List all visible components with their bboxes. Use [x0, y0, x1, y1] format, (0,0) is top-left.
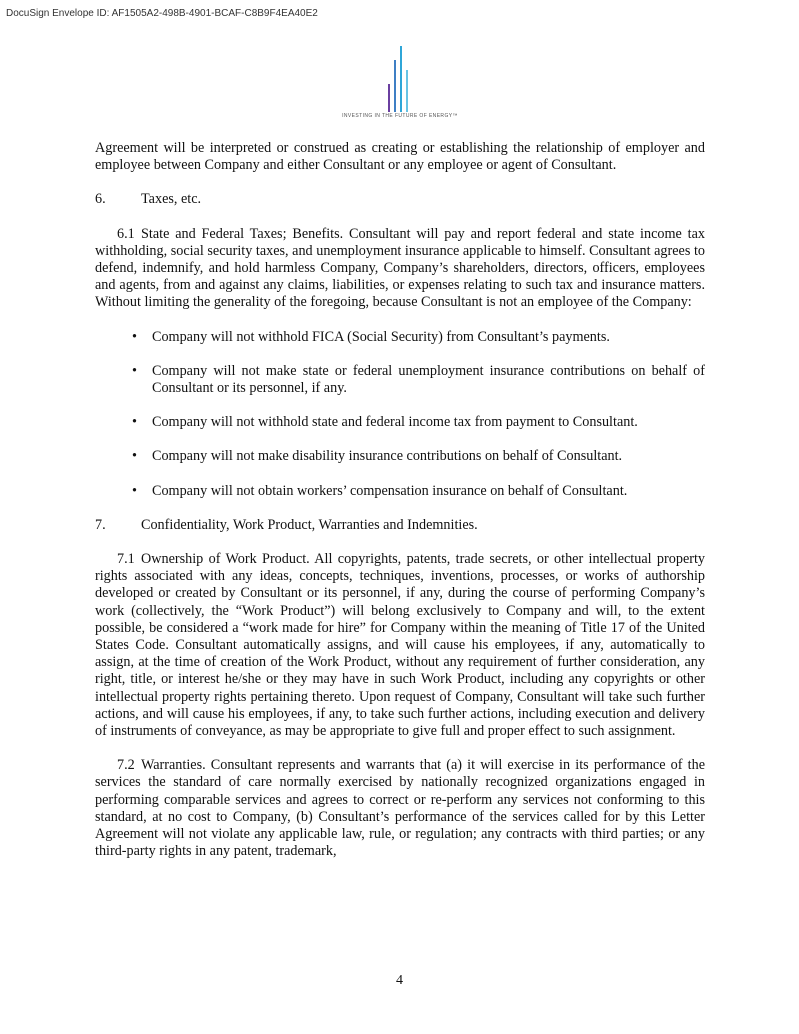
section-6-heading	[95, 191, 705, 208]
list-item-text: Company will not obtain workers’ compensation insurance on behalf of Consultant.	[152, 482, 628, 499]
bullet-icon: •	[132, 448, 137, 465]
docusign-envelope-id: DocuSign Envelope ID: AF1505A2-498B-4901-BCAF-C8B9F4EA40E2	[6, 8, 318, 19]
section-7-title: Confidentiality, Work Product, Warranties and Indemnities.	[141, 516, 478, 533]
section-6-1-paragraph	[95, 226, 705, 312]
section-7-number: 7.	[95, 516, 106, 533]
bullet-icon: •	[132, 414, 137, 431]
intro-paragraph: Agreement will be interpreted or construed as creating or establishing the relationship of employer and employee between Company and either Consultant or any employee or agent of Consultant.	[95, 140, 705, 174]
section-7-1-paragraph	[95, 551, 705, 740]
energy-bars-logo-icon	[380, 40, 420, 112]
section-7-2-paragraph	[95, 757, 705, 860]
list-item	[95, 363, 705, 397]
list-item	[95, 483, 705, 500]
tax-bullet-list	[95, 329, 705, 500]
section-7-2-number: 7.2	[117, 757, 135, 774]
list-item-text: Company will not withhold FICA (Social Security) from Consultant’s payments.	[152, 328, 610, 345]
company-logo	[330, 40, 470, 125]
bullet-icon: •	[132, 362, 137, 379]
bullet-icon: •	[132, 482, 137, 499]
section-7-1-text: Ownership of Work Product. All copyrights, patents, trade secrets, or other intellectual property rights associated with any ideas, concepts, techniques, inventions, processes, or works of authorship developed or created by Consultant or its personnel, if any, during the course of performing Company’s work (collectively, the “Work Product”) will belong exclusively to Company and will, to the extent possible, be considered a “work made for hire” for Company within the meaning of Title 17 of the United States Code. Consultant automatically assigns, and will cause his employees, if any, automatically to assign, at the time of creation of the Work Product, without any requirement of further consideration, any right, title, or interest he/she or they may have in such Work Product, including any copyrights or other intellectual property rights pertaining thereto. Upon request of Company, Consultant will take such further actions, and will cause his employees, if any, to take such further actions, including execution and delivery of instruments of conveyance, as may be appropriate to give full and proper effect to such assignment.	[95, 551, 705, 740]
document-body	[95, 140, 705, 861]
list-item-text: Company will not make disability insurance contributions on behalf of Consultant.	[152, 448, 623, 465]
bullet-icon: •	[132, 328, 137, 345]
list-item	[95, 414, 705, 431]
section-6-1-number: 6.1	[117, 225, 135, 242]
logo-tagline: INVESTING IN THE FUTURE OF ENERGY™	[342, 113, 458, 119]
section-7-2-text: Warranties. Consultant represents and warrants that (a) it will exercise in its performance of the services the standard of care normally exercised by nationally recognized organizations engaged in performing comparable services and agrees to correct or re-perform any services not conforming to this standard, at no cost to Company, (b) Consultant’s performance of the services called for by this Letter Agreement will not violate any applicable law, rule, or regulation; any contracts with third parties; or any third-party rights in any patent, trademark,	[95, 757, 705, 860]
list-item-text: Company will not withhold state and federal income tax from payment to Consultant.	[152, 414, 638, 431]
list-item	[95, 329, 705, 346]
list-item	[95, 448, 705, 465]
section-6-title: Taxes, etc.	[141, 191, 202, 208]
section-6-1-text: State and Federal Taxes; Benefits. Consultant will pay and report federal and state income tax withholding, social security taxes, and unemployment insurance applicable to himself. Consultant agrees to defend, indemnify, and hold harmless Company, Company’s shareholders, directors, officers, employees and agents, from and against any claims, liabilities, or expenses relating to such tax and insurance matters. Without limiting the generality of the foregoing, because Consultant is not an employee of the Company:	[95, 225, 705, 311]
page-number: 4	[396, 973, 403, 988]
list-item-text: Company will not make state or federal unemployment insurance contributions on behalf of Consultant or its personnel, if any.	[152, 362, 705, 397]
section-7-1-number: 7.1	[117, 551, 135, 568]
section-6-number: 6.	[95, 191, 106, 208]
section-7-heading	[95, 517, 705, 534]
